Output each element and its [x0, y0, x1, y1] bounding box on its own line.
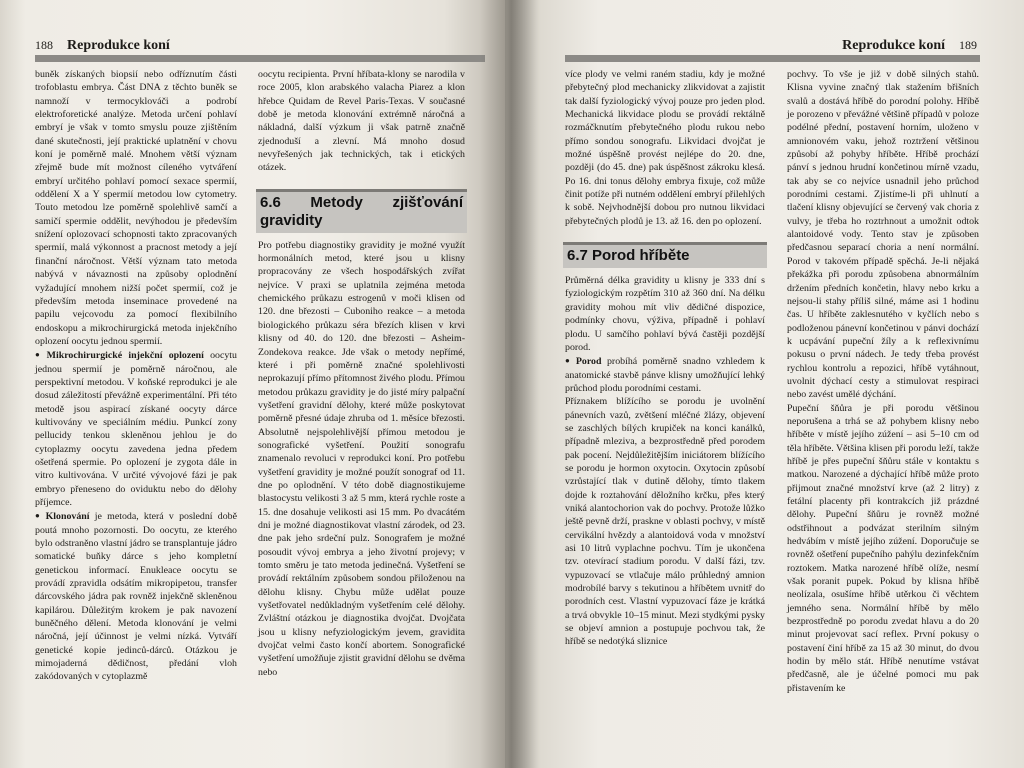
right-column-2	[787, 68, 979, 695]
section-heading-6-7	[563, 242, 767, 268]
right-column-1	[565, 68, 765, 649]
paragraph: více plody ve velmi raném stadiu, kdy je možné přebytečný plod mechanicky zlikvidovat a zajistit tak další fyziologický vývoj pouze pro jeden plod. Mechanická likvidace plodu se provádí rektálně rozmáčknutím přebytečného plodu rukou nebo přímo sondou sonografu. Likvidaci dvojčat je možné úspěšně provést nejlépe do 20. dne, později (do 45. dne) pak úspěšnost zákroku klesá. Po 16. dni tonus dělohy embrya fixuje, což může činit potíže při nutném oddělení embryí přilehlých k sobě. Nejvhodnější dobou pro nutnou likvidaci přebytečných plodů je 13. až 16. den po oplození.	[565, 69, 765, 227]
left-page-header	[35, 36, 170, 54]
bullet-text: je metoda, která v poslední době poutá mnoho pozornosti. Do oocytu, ze kterého bylo odstraněno vlastní jádro se transplantuje jádro somatické buňky dárce s jeho kompletní genetickou informací. Enukleace oocytu se provádí zpravidla odsátím mikropipetou, transfer dárcovského jádra pak rovněž injekčně skleněnou kapilárou. Důležitým krokem je pak navození buněčného dělení. Metoda klonování je velmi náročná, její účinnost je velmi nízká. Vytváří genetické kopie jedinců-dárců. Otázkou je mimojaderná dědičnost, předání vloh zakódovaných v cytoplazmě	[35, 511, 237, 683]
bullet-text: oocytu jednou spermií je poměrně náročnou, ale perspektivní metodou. V koňské reprodukci je ale dosud záležitostí převážně experimentální. Při této metodě jsou aspirací získané oocyty dárce kultivovány ve speciálním médiu. Punkcí zony pellucidy tenkou skleněnou jehlou je do cytoplazmy oocytu zavedena jedna předem ošetřená spermie. Po oplození je zygota dále in vitro kultivována. V určité vývojové fázi je pak embryo přeneseno do oviduktu nebo do dělohy příjemce.	[35, 350, 237, 508]
left-page	[0, 0, 505, 768]
running-title: Reprodukce koní	[67, 38, 170, 53]
bullet-label: Porod	[575, 356, 602, 368]
right-page-header	[842, 36, 977, 54]
paragraph: Pro potřebu diagnostiky gravidity je možné využít hormonálních metod, které jsou u klisny propracovány ze všech hospodářských zvířat nejvíce. V praxi se uplatnila zejména metoda chemického průkazu estrogenů v moči klisen od 120. dne březosti – Cuboniho reakce – a metoda biologického průkazu séra březích klisen v krvi klisny od 40. do 120. dne březosti – Asheim-Zondekova reakce. Jde však o metody nepřímé, které i při poměrně značné spolehlivosti neprokazují přímo přítomnost živého plodu. Přímou metodou průkazu gravidity je do jisté míry palpační vyšetření gravidní dělohy, které může poskytovat poměrně přesné údaje zhruba od 1. měsíce březosti. Absolutně nejspolehlivější přímou metodou je sonografické vyšetření. Použití sonografu znamenalo revoluci v reprodukci koní. Pro potřebu vyšetření gravidity je možné použít sonograf od 11. dne po oplodnění. V této době diagnostikujeme blastocystu velikosti 3 až 5 mm, která rychle roste a 15. dne dosahuje velikosti asi 15 mm. Po dvacátém dni je možné diagnostikovat vlastní zárodek, od 23. dne pak jeho srdeční pulz. Sonografem je možné posoudit vývoj embrya a jeho životní projevy; v tomto směru je tato metoda jedinečná. Vyšetření se provádí rektálním způsobem sondou přiloženou na dělohu klisny. Chybu může udělat pouze vyšetřovatel nedůkladným vyšetřením celé dělohy. Zvláštní otázkou je diagnostika dvojčat. Dvojčata jsou u klisny nefyziologickým jevem, gravidita dvojčat velmi často končí abortem. Sonografické vyšetření umožňuje zjistit gravidní dělohu se dvěma nebo	[258, 239, 465, 678]
paragraph: oocytu recipienta. První hříbata-klony se narodila v roce 2005, klon arabského valacha Piarez a klon hřebce Quidam de Revel Paris-Texas. V současné době je metoda klonování extrémně náročná a nákladná, další výzkum ji však patrně značně zjednoduší a zlevní. Má mnoho dosud nevyřešených jak technických, tak i etických otázek.	[258, 69, 465, 174]
section-heading-text: 6.6 Metody zjišťování gravidity	[260, 193, 463, 229]
bullet-paragraph	[565, 354, 765, 395]
bullet-label: Klonování	[45, 511, 90, 523]
bullet-paragraph	[35, 509, 237, 683]
bullet-label: Mikrochirurgické injekční oplození	[46, 350, 204, 362]
page-number: 189	[959, 38, 977, 52]
bullet-text: probíhá poměrně snadno vzhledem k anatomické stavbě pánve klisny umožňující lehký průchod plodu porodními cestami.	[565, 356, 765, 394]
paragraph: Průměrná délka gravidity u klisny je 333 dní s fyziologickým rozpětím 310 až 360 dní. Na délku gravidity mohou mít vliv dědičné dispozice, podmínky chovu, výživa, případně i pohlaví plodu. U samčího pohlaví bývá častěji pozdější porod.	[565, 275, 765, 353]
paragraph: buněk získaných biopsií nebo odříznutím části trofoblastu embrya. Část DNA z těchto buněk se namnoží v termocyklováči a podrobí elektroforetické analýze. Metoda určení pohlaví embryí je však v tomto smyslu pouze zjištěním dané skutečnosti, její praktické uplatnění v chovu koní je poměrně malé. Mnohem větší význam zřejmě bude mít možnost cíleného vytváření embryí určitého pohlaví pomocí sexace spermií, oddělení X a Y spermií metodou low cytometry. Touto metodou lze poměrně spolehlivě samčí a samičí spermie oddělit, nevýhodou je především snížení oplozovací schopnosti takto zpracovaných spermií, malá výkonnost a pracnost metody a její finanční náročnost. Větší význam tato metoda nabývá v návaznosti na způsoby oplodnění vyžadující mnohem nižší počet spermií, což je především metoda inseminace provedené na papilu vejcovodu za pomocí flexibilního endoskopu a mikrochirurgická metoda injekčního oplození oocytu jednou spermií.	[35, 69, 237, 347]
left-column-1	[35, 68, 237, 684]
bullet-icon	[35, 350, 47, 361]
paragraph: Příznakem blížícího se porodu je uvolnění pánevních vazů, zvětšení mléčné žlázy, objevení se zaschlých bílých krupiček na konci kanálků, případně mleziva, a bezprostředně před porodem pak pocení. Nejdůležitějším iniciátorem blížícího se porodu je hormon oxytocin. Oxytocin způsobí vzrůstající tlak v dutině dělohy, tímto tlakem dojde k roztahování děložního krčku, přes který vniká alantochorion vak do pochvy. Protože lůžko ještě pevně drží, praskne v oblasti pochvy, v místě cervikální hvězdy a alantoidová voda v množství asi 10 litrů vyplachne pochvu. Tím je ukončena tzv. otevírací stadium porodu. V další fázi, tzv. vypuzovací se vtlačuje málo průhledný amnion modrobílé barvy s tekutinou a hříbětem uvnitř do porodních cest. Vlastní vypuzovací fáze je krátká a trvá obvykle 10–15 minut. Mezi stydkými pysky se objeví amnion a postupuje pochvou tak, že hříbě se nedotýká sliznice	[565, 396, 765, 648]
page-number: 188	[35, 38, 53, 52]
right-page	[505, 0, 1024, 768]
paragraph: Pupeční šňůra je při porodu většinou neporušena a trhá se až pohybem klisny nebo hříběte v místě jejího zúžení – asi 5–10 cm od těla hříběte. Většina klisen při porodu leží, takže hříbě je přes pupeční šňůru stále v kontaktu s matkou. Narozené a dýchající hříbě může proto přijmout značné množství krve (až 2 litry) z fetální placenty při kontrakcích již prázdné dělohy. Pupeční šňůru je rovněž možné odstřihnout a podvázat sterilním silným hedvábím v místě jejího zúžení. Doporučuje se rovněž ošetření pupečního pahýlu dezinfekčním roztokem. Matka narozené hříbě olíže, nesmí však poranit pupek. Pokud by klisna hříbě neolízala, osušíme hříbě utěrkou či věchtem jemného sena. Normální hříbě by mělo bezprostředně po porodu zvedat hlavu a do 20 minut projevovat sací reflex. První pokusy o postavení činí hříbě za 15 až 30 minut, do dvou hodin by mělo stát. Hříbě nenutíme vstávat předčasně, ale je účelné pomoci mu pak přistavením ke	[787, 402, 979, 694]
header-rule	[565, 55, 980, 62]
section-heading-text: 6.7 Porod hříběte	[567, 247, 690, 265]
bullet-icon	[565, 356, 576, 367]
section-heading-6-6	[256, 189, 467, 233]
running-title: Reprodukce koní	[842, 38, 945, 53]
header-rule	[35, 55, 485, 62]
paragraph: pochvy. To vše je již v době silných stahů. Klisna vyvine značný tlak stažením břišních svalů a dostává hříbě do porodní polohy. Hříbě je porozeno v převážné většině případů v poloze podélné přední, postavení horním, uloženo v amnionovém vaku, jehož roztržení většinou způsobí až pohyby hříběte. Hříbě prochází pánví s jednou hrudní končetinou mírně vzadu, tak aby se co nejvíce usnadnil jeho průchod porodními cestami. Zjistíme-li při uhlnutí a tlačení klisny objevující se červený vak choria z vulvy, je třeba ho roztrhnout a umožnit odtok alantoidové vody. Tento stav je způsoben předčasnou separací choria a není normální. Porod v takovém případě spěchá. Je-li nějaká překážka při porodu způsobena abnormálním držením předních končetin, hlavy nebo krku a nejsou-li stahy příliš silné, máme asi 1 hodinu čas. U hříběte zaklesnutého v kyčlích nebo s podloženou pánevní končetinou v pánvi dochází k ucpávání pupeční žíly a k reflexivnímu pokusu o první nádech. Je tedy třeba provést rychlou kontrolu a repozici, hříbě vytáhnout, uvolnit dýchací cesty a stimulovat respiraci nebo zavést umělé dýchání.	[787, 69, 979, 401]
left-column-2	[258, 68, 465, 679]
bullet-icon	[35, 511, 46, 522]
bullet-paragraph	[35, 348, 237, 509]
